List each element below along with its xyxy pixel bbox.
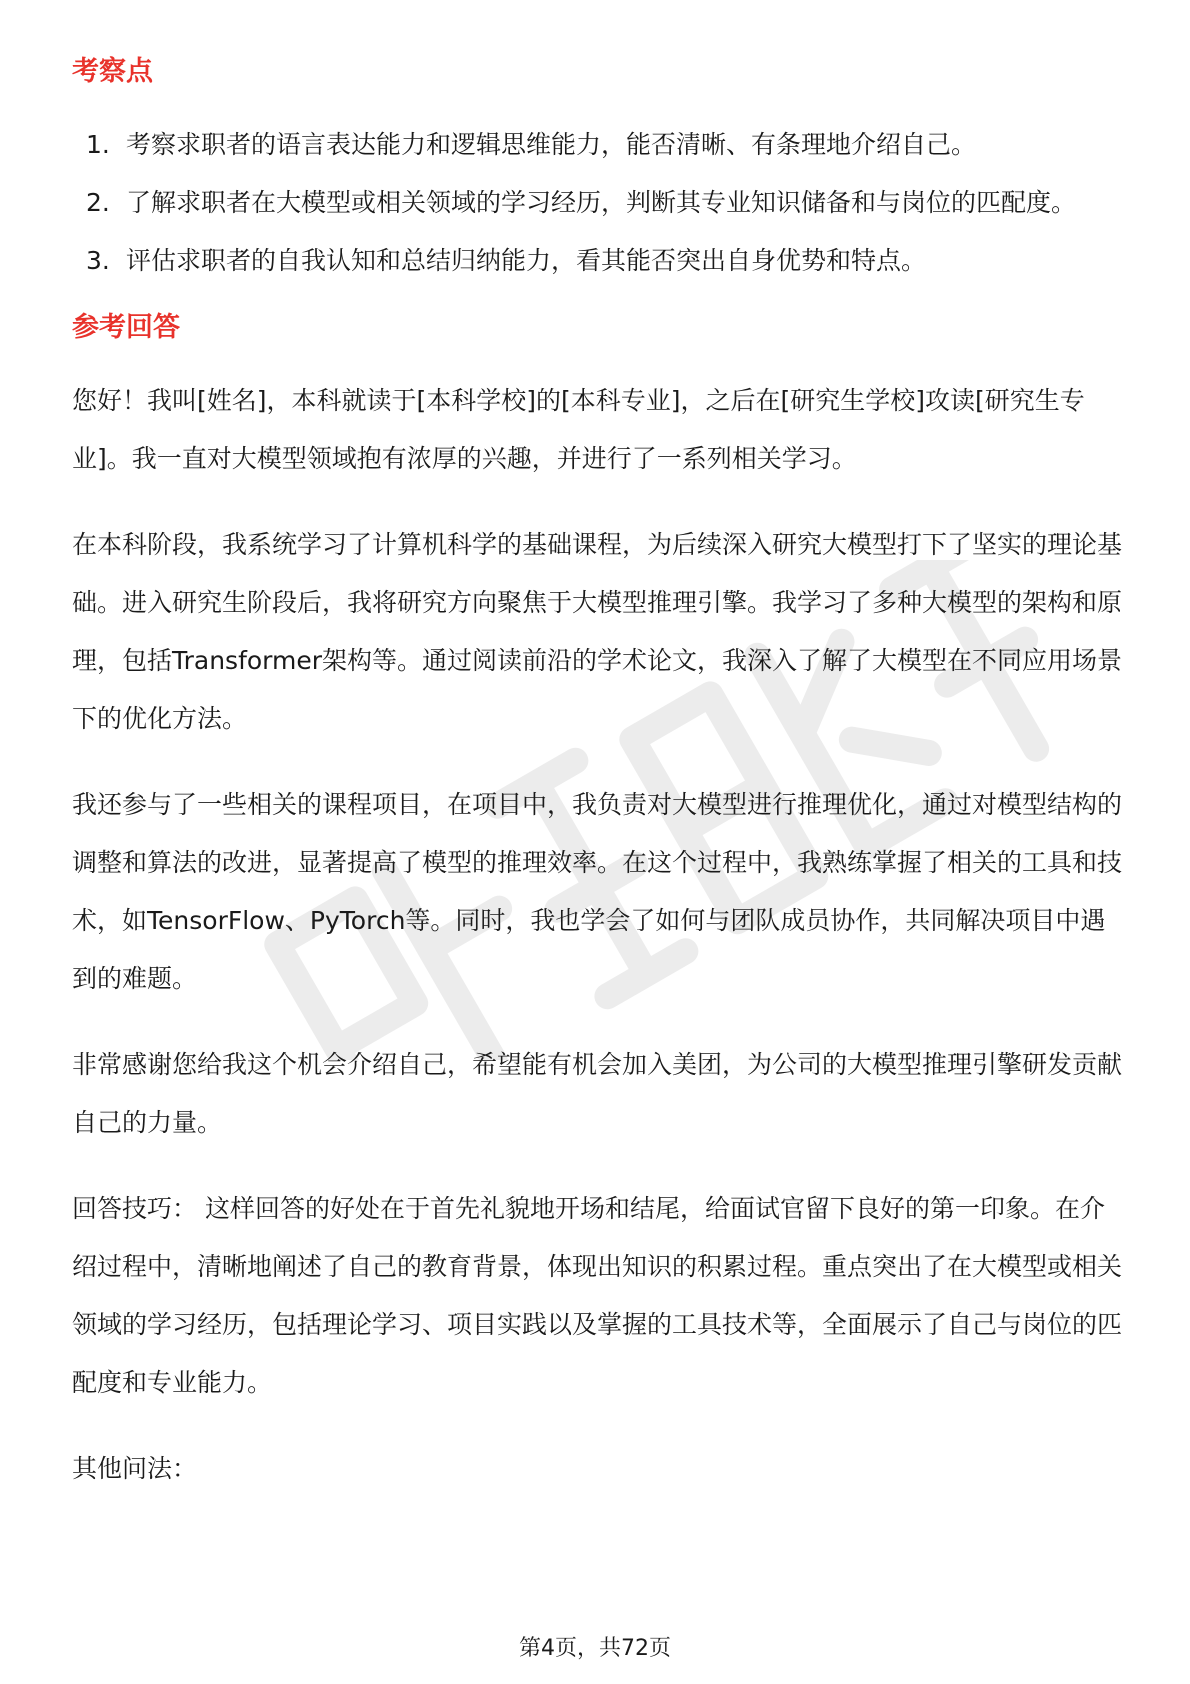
list-item-number: 1. xyxy=(86,130,110,159)
document-page xyxy=(72,40,1122,1526)
page-number-footer: 第4页，共72页 xyxy=(519,1636,671,1661)
list-item xyxy=(72,116,1122,174)
section-heading-answer: 参考回答 xyxy=(72,312,180,343)
paragraph-closing: 非常感谢您给我这个机会介绍自己，希望能有机会加入美团，为公司的大模型推理引擎研发贡献自己的力量。 xyxy=(72,1050,1123,1137)
paragraph-intro: 您好！我叫[姓名]，本科就读于[本科学校]的[本科专业]，之后在[研究生学校]攻读[研究生专业]。我一直对大模型领域抱有浓厚的兴趣，并进行了一系列相关学习。 xyxy=(72,386,1085,473)
list-item-text: 考察求职者的语言表达能力和逻辑思维能力，能否清晰、有条理地介绍自己。 xyxy=(126,130,977,159)
paragraph-tips: 回答技巧： 这样回答的好处在于首先礼貌地开场和结尾，给面试官留下良好的第一印象。在介绍过程中，清晰地阐述了自己的教育背景，体现出知识的积累过程。重点突出了在大模型或相关领域的学习经历，包括理论学习、项目实践以及掌握的工具技术等，全面展示了自己与岗位的匹配度和专业能力。 xyxy=(72,1194,1123,1397)
list-item-text: 了解求职者在大模型或相关领域的学习经历，判断其专业知识储备和与岗位的匹配度。 xyxy=(126,188,1077,217)
list-item-text: 评估求职者的自我认知和总结归纳能力，看其能否突出自身优势和特点。 xyxy=(126,246,927,275)
list-item xyxy=(72,174,1122,232)
list-item xyxy=(72,232,1122,290)
list-item-number: 3. xyxy=(86,246,110,275)
paragraph-study: 在本科阶段，我系统学习了计算机科学的基础课程，为后续深入研究大模型打下了坚实的理论基础。进入研究生阶段后，我将研究方向聚焦于大模型推理引擎。我学习了多种大模型的架构和原理，包括Transformer架构等。通过阅读前沿的学术论文，我深入了解了大模型在不同应用场景下的优化方法。 xyxy=(72,530,1123,733)
paragraph-other-questions: 其他问法： xyxy=(72,1454,198,1483)
list-item-number: 2. xyxy=(86,188,110,217)
paragraph-projects: 我还参与了一些相关的课程项目，在项目中，我负责对大模型进行推理优化，通过对模型结构的调整和算法的改进，显著提高了模型的推理效率。在这个过程中，我熟练掌握了相关的工具和技术，如TensorFlow、PyTorch等。同时，我也学会了如何与团队成员协作，共同解决项目中遇到的难题。 xyxy=(72,790,1123,993)
section-heading-points: 考察点 xyxy=(72,56,153,87)
points-list xyxy=(72,116,1122,290)
